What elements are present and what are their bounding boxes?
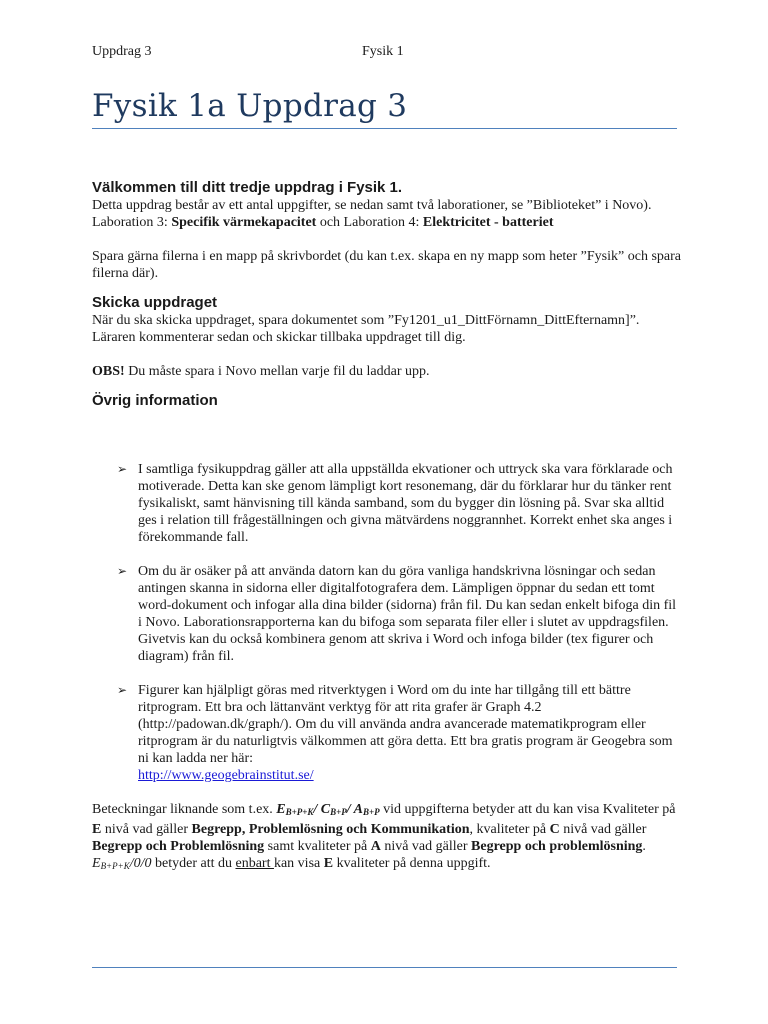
notation-code2-rest: /0/0 xyxy=(129,856,152,871)
arrow-bullet-icon: ➢ xyxy=(117,564,128,578)
notation-code-a-sub: B+P xyxy=(363,807,380,817)
notation-text: Beteckningar liknande som t.ex. xyxy=(92,802,277,817)
footer-divider xyxy=(92,967,677,968)
notation-code2-e: E xyxy=(92,856,101,871)
bullet-text: Om du är osäker på att använda datorn kan du göra vanliga handskrivna lösningar och sedan antingen skanna in sidorna eller digitalfotografera dem. Lämpligen öppnar du sedan ett tomt word-dokument och infogar alla dina bilder (sidorna) från fil. Du kan sedan enkelt bifoga din fil i Novo. Laborationsrapporterna kan du bifoga som separata filer eller i slutet av uppdragsfilen. Givetvis kan du också kombinera genom att skriva i Word och infoga bilder (tex figurer och diagram) från fil. xyxy=(138,564,677,664)
grade-e-list: Begrepp, Problemlösning och Kommunikation xyxy=(191,822,470,837)
title-divider xyxy=(92,128,677,129)
notation-code-c-sub: B+P xyxy=(330,807,347,817)
bullet-text: I samtliga fysikuppdrag gäller att alla uppställda ekvationer och uttryck ska vara förklarade och motiverade. Detta kan ske genom lämpligt kort resonemang, där du förklarar hur du tänker rent fysikaliskt, samt hänvisning till kända samband, som du bygger din lösning på. Svar ska alltid ges i relation till frågeställningen och givna mätvärdens noggrannhet. Korrekt enhet ska anges i förekommande fall. xyxy=(138,462,673,545)
notation-text: vid uppgifterna betyder att du kan visa Kvaliteter på xyxy=(379,802,676,817)
grade-e: E xyxy=(92,822,102,837)
info-bullet-list xyxy=(92,461,682,784)
bullet-text: Figurer kan hjälpligt göras med ritverktygen i Word om du inte har tillgång till ett bättre ritprogram. Ett bra och lättanvänt verktyg för att rita grafer är Graph 4.2 (http://padowan.dk/graph/). Om du vill använda andra avancerade matematikprogram eller ritprogram är du naturligtvis välkommen att göra detta. Ett bra gratis program är Geogebra som ni kan ladda ner här: xyxy=(138,683,673,766)
lab-connector: och Laboration 4: xyxy=(316,215,423,230)
notation-code-e-sub: B+P+K xyxy=(285,807,314,817)
document-body xyxy=(92,178,682,875)
submit-heading: Skicka uppdraget xyxy=(92,294,218,311)
notation-sep: / xyxy=(313,802,321,817)
list-item xyxy=(92,461,682,546)
notation-code-c: C xyxy=(320,802,331,817)
notation-code-a: A xyxy=(353,802,363,817)
grade-a: A xyxy=(370,839,381,854)
arrow-bullet-icon: ➢ xyxy=(117,462,128,476)
welcome-heading: Välkommen till ditt tredje uppdrag i Fysik 1. xyxy=(92,179,403,196)
notation-paragraph xyxy=(92,801,682,875)
notation-only-word: enbart xyxy=(235,856,274,871)
arrow-bullet-icon: ➢ xyxy=(117,683,128,697)
header-left-text: Uppdrag 3 xyxy=(92,44,152,59)
lab4-name: Elektricitet - batteriet xyxy=(422,215,554,230)
other-info-heading: Övrig information xyxy=(92,392,218,409)
grade-a-list: Begrepp och problemlösning xyxy=(471,839,643,854)
notation-code-e: E xyxy=(276,802,286,817)
notation-text: . xyxy=(642,839,646,854)
notation-sep: / xyxy=(346,802,354,817)
obs-line xyxy=(92,363,682,380)
obs-text: Du måste spara i Novo mellan varje fil du laddar upp. xyxy=(124,364,430,379)
grade-e: E xyxy=(323,856,334,871)
lab3-name: Specifik värmekapacitet xyxy=(171,215,317,230)
notation-text: nivå vad gäller xyxy=(559,822,647,837)
list-item xyxy=(92,563,682,665)
notation-text: nivå vad gäller xyxy=(101,822,192,837)
lab-line xyxy=(92,214,682,231)
notation-text: nivå vad gäller xyxy=(380,839,472,854)
notation-text: betyder att du xyxy=(151,856,236,871)
notation-text: , kvaliteter på xyxy=(469,822,550,837)
notation-code2-sub: B+P+K xyxy=(100,861,130,871)
lab3-prefix: Laboration 3: xyxy=(92,215,172,230)
save-tip: Spara gärna filerna i en mapp på skrivbordet (du kan t.ex. skapa en ny mapp som heter ”Fysik” och spara filerna där). xyxy=(92,249,681,281)
list-item xyxy=(92,682,682,784)
notation-text: samt kvaliteter på xyxy=(264,839,371,854)
obs-label: OBS! xyxy=(92,364,125,379)
notation-text: kvaliteter på denna uppgift. xyxy=(333,856,491,871)
welcome-intro: Detta uppdrag består av ett antal uppgifter, se nedan samt två laborationer, se ”Biblioteket” i Novo). xyxy=(92,198,652,213)
notation-text: kan visa xyxy=(273,856,324,871)
document-title: Fysik 1a Uppdrag 3 xyxy=(92,88,408,124)
geogebra-link[interactable]: http://www.geogebrainstitut.se/ xyxy=(138,768,314,783)
header-center-text: Fysik 1 xyxy=(362,44,404,59)
submit-text: När du ska skicka uppdraget, spara dokumentet som ”Fy1201_u1_DittFörnamn_DittEfternamn]”. Läraren kommenterar sedan och skickar tillbaka uppdraget till dig. xyxy=(92,313,640,345)
grade-c-list: Begrepp och Problemlösning xyxy=(92,839,265,854)
grade-c: C xyxy=(549,822,560,837)
